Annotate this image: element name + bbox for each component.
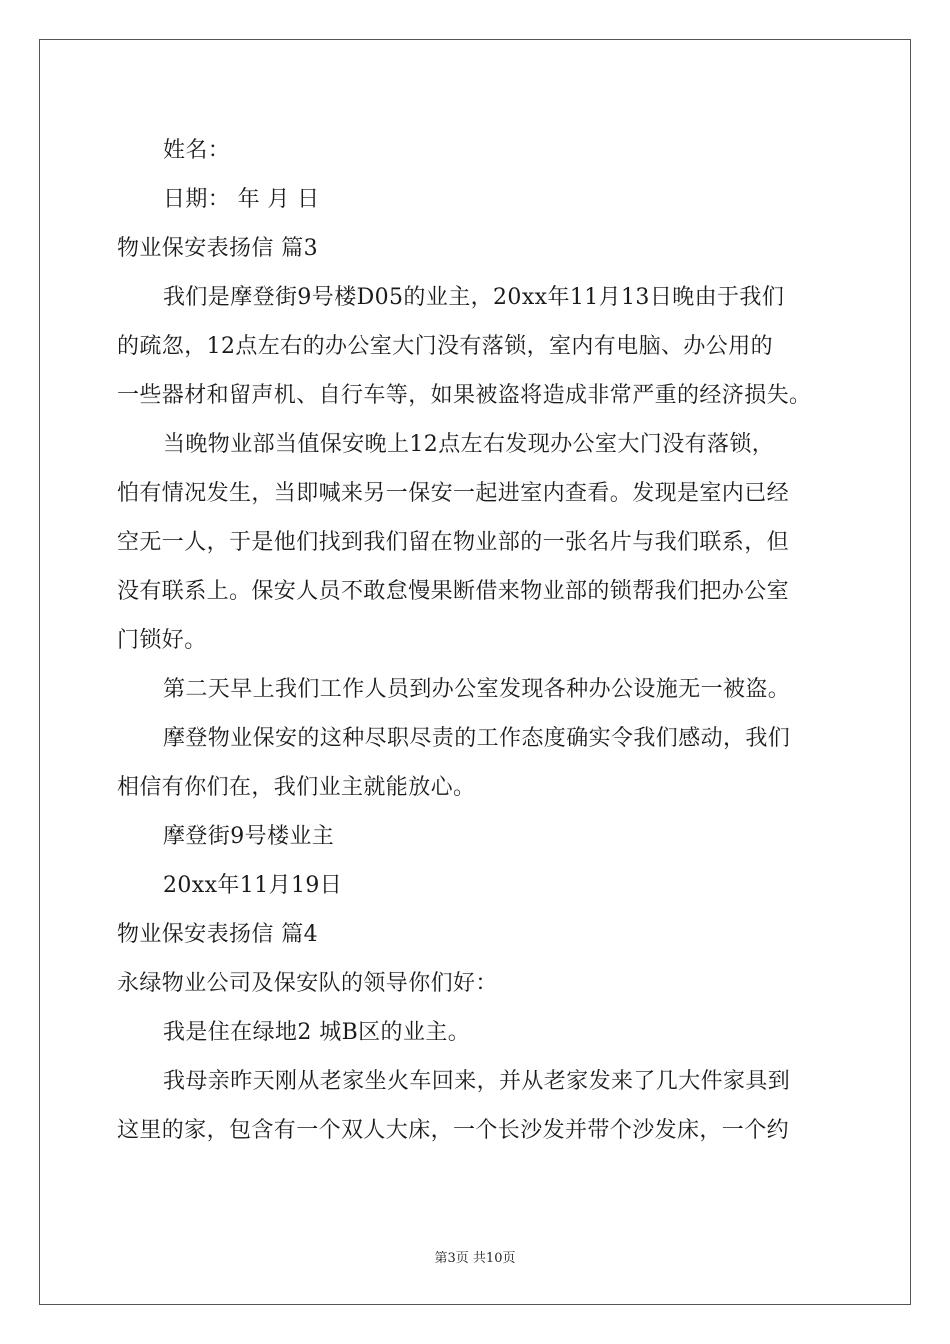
paragraph-line: 第二天早上我们工作人员到办公室发现各种办公设施无一被盗。 [163,677,791,702]
paragraph-line: 门锁好。 [117,628,207,653]
document-body [117,126,833,1155]
paragraph-line: 怕有情况发生，当即喊来另一保安一起进室内查看。发现是室内已经 [117,481,790,506]
signature-line: 摩登街9号楼业主 [163,824,335,849]
name-field-line: 姓名： [163,138,231,163]
section-heading-3: 物业保安表扬信 篇3 [117,236,318,261]
paragraph-line: 我母亲昨天刚从老家坐火车回来，并从老家发来了几大件家具到 [163,1069,791,1094]
date-field-line: 日期： 年 月 日 [163,187,320,212]
signature-date-line: 20xx年11月19日 [163,873,343,898]
paragraph-line: 空无一人，于是他们找到我们留在物业部的一张名片与我们联系，但 [117,530,790,555]
paragraph-line: 一些器材和留声机、自行车等，如果被盗将造成非常严重的经济损失。 [117,383,812,408]
salutation-line: 永绿物业公司及保安队的领导你们好： [117,971,498,996]
page-number-footer: 第3页 共10页 [434,1251,516,1266]
paragraph-line: 当晚物业部当值保安晚上12点左右发现办公室大门没有落锁， [163,432,775,457]
section-heading-4: 物业保安表扬信 篇4 [117,922,318,947]
paragraph-line: 摩登物业保安的这种尽职尽责的工作态度确实令我们感动，我们 [163,726,791,751]
paragraph-line: 没有联系上。保安人员不敢怠慢果断借来物业部的锁帮我们把办公室 [117,579,790,604]
paragraph-line: 我是住在绿地2 城B区的业主。 [163,1020,471,1045]
paragraph-line: 相信有你们在，我们业主就能放心。 [117,775,476,800]
paragraph-line: 这里的家，包含有一个双人大床，一个长沙发并带个沙发床，一个约 [117,1118,790,1143]
paragraph-line: 我们是摩登街9号楼D05的业主，20xx年11月13日晚由于我们 [163,285,785,310]
paragraph-line: 的疏忽，12点左右的办公室大门没有落锁，室内有电脑、办公用的 [117,334,773,359]
